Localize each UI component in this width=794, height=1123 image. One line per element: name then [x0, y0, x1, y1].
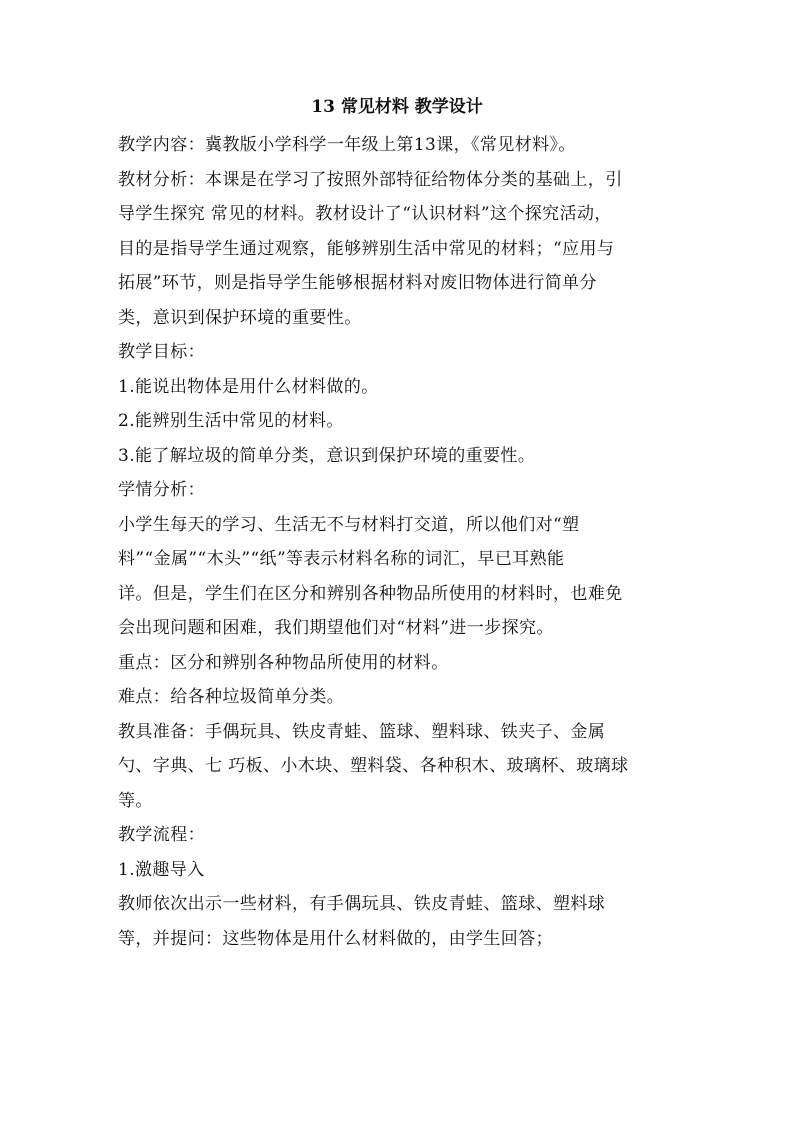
- section-heading: 学情分析：: [118, 480, 205, 500]
- body-line: 导学生探究 常见的材料。教材设计了“认识材料”这个探究活动，: [118, 204, 612, 224]
- document-title: 13 常见材料 教学设计: [311, 97, 483, 117]
- body-line: 会出现问题和困难，我们期望他们对“材料”进一步探究。: [118, 618, 554, 638]
- body-line: 等，并提问：这些物体是用什么材料做的，由学生回答；: [118, 928, 553, 949]
- body-line: 3.能了解垃圾的简单分类，意识到保护环境的重要性。: [118, 445, 536, 466]
- body-line: 教具准备：手偶玩具、铁皮青蛙、篮球、塑料球、铁夹子、金属: [118, 721, 606, 742]
- body-line: 小学生每天的学习、生活无不与材料打交道，所以他们对“塑: [118, 514, 580, 535]
- section-heading: 教学流程：: [118, 825, 205, 845]
- body-line: 重点：区分和辨别各种物品所使用的材料。: [118, 652, 449, 673]
- body-line: 详。但是，学生们在区分和辨别各种物品所使用的材料时，也难免: [118, 583, 623, 604]
- body-line: 教师依次出示一些材料，有手偶玩具、铁皮青蛙、篮球、塑料球: [118, 894, 606, 914]
- body-line: 拓展”环节，则是指导学生能够根据材料对废旧物体进行简单分: [118, 273, 597, 293]
- body-line: 等。: [118, 790, 153, 811]
- body-line: 2.能辨别生活中常见的材料。: [118, 411, 344, 431]
- body-line: 目的是指导学生通过观察，能够辨别生活中常见的材料；“应用与: [118, 238, 615, 259]
- body-line: 教学内容：冀教版小学科学一年级上第13课，《常见材料》。: [118, 135, 576, 155]
- body-line: 教材分析：本课是在学习了按照外部特征给物体分类的基础上，引: [118, 169, 623, 190]
- section-heading: 教学目标：: [118, 342, 205, 362]
- document-body: [118, 128, 678, 956]
- body-line: 1.激趣导入: [118, 859, 205, 880]
- body-line: 1.能说出物体是用什么材料做的。: [118, 376, 379, 397]
- body-line: 难点：给各种垃圾简单分类。: [118, 687, 345, 707]
- body-line: 料”“金属”“木头”“纸”等表示材料名称的词汇，早已耳熟能: [118, 549, 565, 569]
- body-line: 类，意识到保护环境的重要性。: [118, 307, 362, 328]
- body-line: 勺、字典、七 巧板、小木块、塑料袋、各种积木、玻璃杯、玻璃球: [118, 756, 629, 776]
